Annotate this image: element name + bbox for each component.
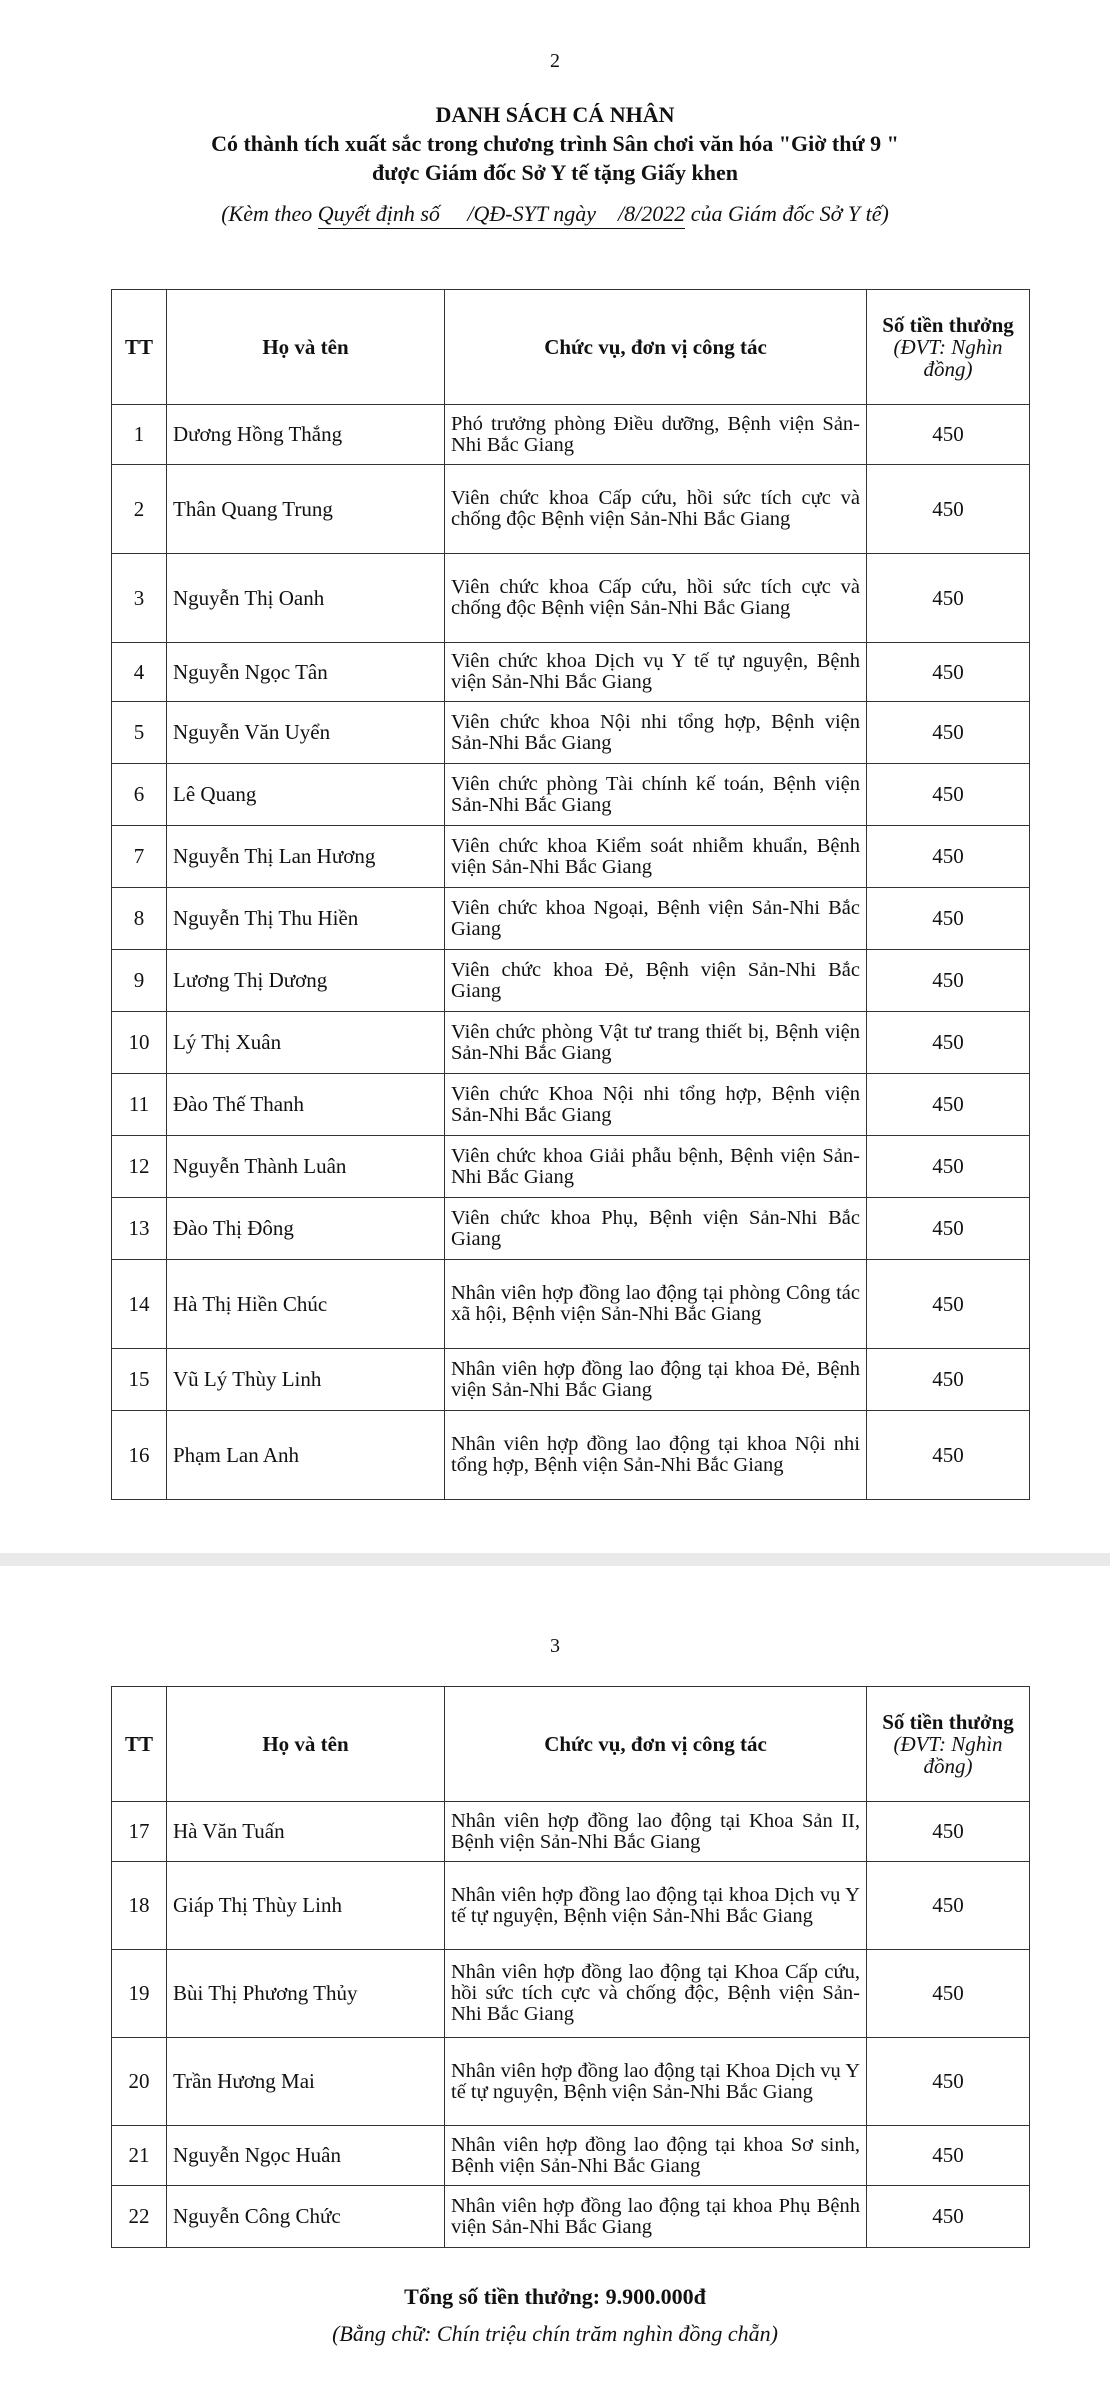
- position-unit: Phó trưởng phòng Điều dưỡng, Bệnh viện Sản-Nhi Bắc Giang: [445, 405, 867, 465]
- position-unit: Viên chức khoa Cấp cứu, hồi sức tích cực và chống độc Bệnh viện Sản-Nhi Bắc Giang: [445, 554, 867, 643]
- person-name: Nguyễn Thị Oanh: [167, 554, 445, 643]
- row-number: 12: [112, 1136, 167, 1198]
- position-unit: Viên chức Khoa Nội nhi tổng hợp, Bệnh viện Sản-Nhi Bắc Giang: [445, 1074, 867, 1136]
- row-number: 11: [112, 1074, 167, 1136]
- column-header-name: Họ và tên: [167, 1687, 445, 1802]
- decision-reference-number: Quyết định số /QĐ-SYT ngày /8/2022: [318, 201, 685, 229]
- person-name: Đào Thị Đông: [167, 1198, 445, 1260]
- award-amount: 450: [867, 702, 1030, 764]
- position-unit: Viên chức khoa Ngoại, Bệnh viện Sản-Nhi Bắc Giang: [445, 888, 867, 950]
- column-header-tt: TT: [112, 290, 167, 405]
- award-amount: 450: [867, 1012, 1030, 1074]
- document-title-line-2: Có thành tích xuất sắc trong chương trình Sân chơi văn hóa "Giờ thứ 9 ": [211, 131, 899, 156]
- table-row: [112, 465, 1030, 554]
- table-row: [112, 1136, 1030, 1198]
- person-name: Nguyễn Thị Lan Hương: [167, 826, 445, 888]
- decision-reference-suffix: của Giám đốc Sở Y tế): [685, 201, 889, 226]
- awardee-table-continued: [111, 1686, 1030, 2248]
- award-amount: 450: [867, 2038, 1030, 2126]
- row-number: 15: [112, 1349, 167, 1411]
- column-header-name: Họ và tên: [167, 290, 445, 405]
- position-unit: Viên chức phòng Vật tư trang thiết bị, Bệnh viện Sản-Nhi Bắc Giang: [445, 1012, 867, 1074]
- person-name: Trần Hương Mai: [167, 2038, 445, 2126]
- person-name: Giáp Thị Thùy Linh: [167, 1862, 445, 1950]
- row-number: 9: [112, 950, 167, 1012]
- award-amount: 450: [867, 888, 1030, 950]
- table-row: [112, 405, 1030, 465]
- column-header-position: Chức vụ, đơn vị công tác: [445, 1687, 867, 1802]
- person-name: Vũ Lý Thùy Linh: [167, 1349, 445, 1411]
- decision-reference: [0, 201, 1110, 227]
- awardee-table: [111, 289, 1030, 1500]
- table-row: [112, 1802, 1030, 1862]
- position-unit: Nhân viên hợp đồng lao động tại phòng Công tác xã hội, Bệnh viện Sản-Nhi Bắc Giang: [445, 1260, 867, 1349]
- table-row: [112, 826, 1030, 888]
- row-number: 10: [112, 1012, 167, 1074]
- table-row: [112, 702, 1030, 764]
- award-amount: 450: [867, 1802, 1030, 1862]
- row-number: 4: [112, 643, 167, 702]
- table-header-row: [112, 290, 1030, 405]
- person-name: Nguyễn Thị Thu Hiền: [167, 888, 445, 950]
- person-name: Lương Thị Dương: [167, 950, 445, 1012]
- row-number: 13: [112, 1198, 167, 1260]
- row-number: 2: [112, 465, 167, 554]
- column-header-amount: [867, 1687, 1030, 1802]
- person-name: Phạm Lan Anh: [167, 1411, 445, 1500]
- person-name: Nguyễn Công Chức: [167, 2186, 445, 2248]
- award-amount: 450: [867, 554, 1030, 643]
- position-unit: Viên chức khoa Nội nhi tổng hợp, Bệnh viện Sản-Nhi Bắc Giang: [445, 702, 867, 764]
- table-row: [112, 1074, 1030, 1136]
- row-number: 1: [112, 405, 167, 465]
- award-amount: 450: [867, 1260, 1030, 1349]
- row-number: 21: [112, 2126, 167, 2186]
- award-amount: 450: [867, 826, 1030, 888]
- award-amount: 450: [867, 1198, 1030, 1260]
- person-name: Nguyễn Thành Luân: [167, 1136, 445, 1198]
- column-header-amount-label: Số tiền thưởng: [882, 313, 1014, 337]
- position-unit: Nhân viên hợp đồng lao động tại khoa Sơ sinh, Bệnh viện Sản-Nhi Bắc Giang: [445, 2126, 867, 2186]
- award-amount: 450: [867, 2186, 1030, 2248]
- decision-reference-prefix: (Kèm theo: [221, 201, 318, 226]
- total-award-in-words: (Bằng chữ: Chín triệu chín trăm nghìn đồng chẵn): [332, 2321, 778, 2346]
- document-title-line-3: được Giám đốc Sở Y tế tặng Giấy khen: [372, 160, 738, 185]
- column-header-amount: [867, 290, 1030, 405]
- position-unit: Viên chức khoa Dịch vụ Y tế tự nguyện, Bệnh viện Sản-Nhi Bắc Giang: [445, 643, 867, 702]
- row-number: 7: [112, 826, 167, 888]
- total-award: Tổng số tiền thưởng: 9.900.000đ: [404, 2284, 706, 2309]
- position-unit: Nhân viên hợp đồng lao động tại khoa Đẻ, Bệnh viện Sản-Nhi Bắc Giang: [445, 1349, 867, 1411]
- award-amount: 450: [867, 2126, 1030, 2186]
- table-row: [112, 643, 1030, 702]
- table-row: [112, 1411, 1030, 1500]
- person-name: Hà Văn Tuấn: [167, 1802, 445, 1862]
- table-row: [112, 888, 1030, 950]
- row-number: 5: [112, 702, 167, 764]
- award-amount: 450: [867, 1950, 1030, 2038]
- row-number: 17: [112, 1802, 167, 1862]
- page-number: 2: [550, 50, 560, 72]
- row-number: 8: [112, 888, 167, 950]
- table-row: [112, 554, 1030, 643]
- award-amount: 450: [867, 643, 1030, 702]
- position-unit: Nhân viên hợp đồng lao động tại Khoa Sản II, Bệnh viện Sản-Nhi Bắc Giang: [445, 1802, 867, 1862]
- person-name: Nguyễn Ngọc Tân: [167, 643, 445, 702]
- person-name: Dương Hồng Thắng: [167, 405, 445, 465]
- award-amount: 450: [867, 1349, 1030, 1411]
- position-unit: Nhân viên hợp đồng lao động tại khoa Nội nhi tổng hợp, Bệnh viện Sản-Nhi Bắc Giang: [445, 1411, 867, 1500]
- table-row: [112, 764, 1030, 826]
- position-unit: Nhân viên hợp đồng lao động tại Khoa Dịch vụ Y tế tự nguyện, Bệnh viện Sản-Nhi Bắc Giang: [445, 2038, 867, 2126]
- table-row: [112, 2126, 1030, 2186]
- table-row: [112, 1349, 1030, 1411]
- table-row: [112, 1862, 1030, 1950]
- position-unit: Nhân viên hợp đồng lao động tại Khoa Cấp cứu, hồi sức tích cực và chống độc, Bệnh viện Sản-Nhi Bắc Giang: [445, 1950, 867, 2038]
- column-header-amount-label: Số tiền thưởng: [882, 1710, 1014, 1734]
- award-amount: 450: [867, 1862, 1030, 1950]
- person-name: Nguyễn Văn Uyển: [167, 702, 445, 764]
- row-number: 20: [112, 2038, 167, 2126]
- award-amount: 450: [867, 950, 1030, 1012]
- person-name: Hà Thị Hiền Chúc: [167, 1260, 445, 1349]
- position-unit: Nhân viên hợp đồng lao động tại khoa Dịch vụ Y tế tự nguyện, Bệnh viện Sản-Nhi Bắc Giang: [445, 1862, 867, 1950]
- row-number: 3: [112, 554, 167, 643]
- award-amount: 450: [867, 1074, 1030, 1136]
- table-row: [112, 1260, 1030, 1349]
- document-page-3: [0, 1566, 1110, 2394]
- person-name: Bùi Thị Phương Thủy: [167, 1950, 445, 2038]
- award-amount: 450: [867, 1136, 1030, 1198]
- table-row: [112, 950, 1030, 1012]
- award-amount: 450: [867, 1411, 1030, 1500]
- position-unit: Viên chức khoa Phụ, Bệnh viện Sản-Nhi Bắc Giang: [445, 1198, 867, 1260]
- table-row: [112, 2038, 1030, 2126]
- person-name: Lê Quang: [167, 764, 445, 826]
- position-unit: Viên chức khoa Đẻ, Bệnh viện Sản-Nhi Bắc Giang: [445, 950, 867, 1012]
- column-header-position: Chức vụ, đơn vị công tác: [445, 290, 867, 405]
- table-row: [112, 1198, 1030, 1260]
- column-header-tt: TT: [112, 1687, 167, 1802]
- person-name: Thân Quang Trung: [167, 465, 445, 554]
- row-number: 19: [112, 1950, 167, 2038]
- table-row: [112, 1012, 1030, 1074]
- position-unit: Nhân viên hợp đồng lao động tại khoa Phụ Bệnh viện Sản-Nhi Bắc Giang: [445, 2186, 867, 2248]
- page-number: 3: [550, 1635, 560, 1657]
- document-title: DANH SÁCH CÁ NHÂN: [435, 102, 675, 127]
- award-amount: 450: [867, 405, 1030, 465]
- position-unit: Viên chức khoa Kiểm soát nhiễm khuẩn, Bệnh viện Sản-Nhi Bắc Giang: [445, 826, 867, 888]
- row-number: 18: [112, 1862, 167, 1950]
- position-unit: Viên chức khoa Cấp cứu, hồi sức tích cực và chống độc Bệnh viện Sản-Nhi Bắc Giang: [445, 465, 867, 554]
- table-header-row: [112, 1687, 1030, 1802]
- person-name: Nguyễn Ngọc Huân: [167, 2126, 445, 2186]
- table-row: [112, 1950, 1030, 2038]
- person-name: Đào Thế Thanh: [167, 1074, 445, 1136]
- award-amount: 450: [867, 764, 1030, 826]
- position-unit: Viên chức khoa Giải phẫu bệnh, Bệnh viện Sản-Nhi Bắc Giang: [445, 1136, 867, 1198]
- column-header-amount-unit: (ĐVT: Nghìn đồng): [893, 335, 1003, 381]
- award-amount: 450: [867, 465, 1030, 554]
- person-name: Lý Thị Xuân: [167, 1012, 445, 1074]
- column-header-amount-unit: (ĐVT: Nghìn đồng): [893, 1732, 1003, 1778]
- row-number: 16: [112, 1411, 167, 1500]
- table-row: [112, 2186, 1030, 2248]
- row-number: 6: [112, 764, 167, 826]
- row-number: 22: [112, 2186, 167, 2248]
- row-number: 14: [112, 1260, 167, 1349]
- position-unit: Viên chức phòng Tài chính kế toán, Bệnh viện Sản-Nhi Bắc Giang: [445, 764, 867, 826]
